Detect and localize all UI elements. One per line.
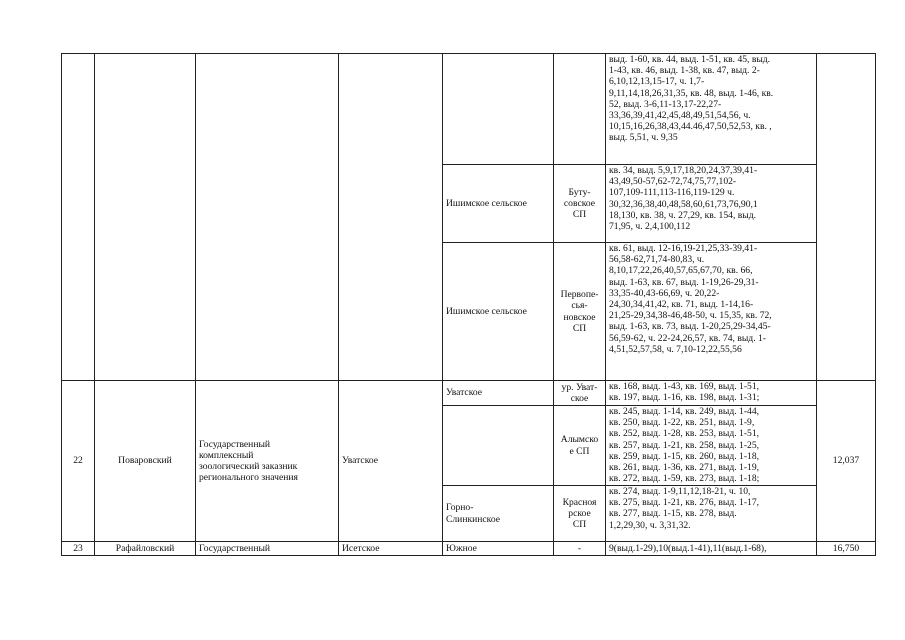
cell-district: - bbox=[554, 542, 606, 556]
cell-category: Государственный bbox=[196, 542, 339, 556]
cell-district: Первопе- сья- новское СП bbox=[554, 243, 606, 381]
cell-description: кв. 274, выд. 1-9,11,12,18-21, ч. 10, кв. 275, выд. 1-21, кв. 276, выд. 1-17, кв. 277, выд. 1-15, кв. 278, выд. 1,2,29,30, ч. 3,31,32. bbox=[606, 486, 817, 542]
cell-description: кв. 34, выд. 5,9,17,18,20,24,37,39,41- 43,49,50-57,62-72,74,75,77,102- 107,109-111,113-116,119-129 ч. 30,32,36,38,40,48,58,60,61,73,76,90,1 18,130, кв. 38, ч. 27,29, кв. 154, выд. 71,95, ч. 2,4,100,112 bbox=[606, 165, 817, 243]
cell-number bbox=[62, 54, 95, 381]
cell-area: 12,037 bbox=[817, 381, 876, 542]
cell-district: Буту- совское СП bbox=[554, 165, 606, 243]
cell-area bbox=[817, 54, 876, 381]
cell-name: Рафайловский bbox=[95, 542, 196, 556]
cell-description: выд. 1-60, кв. 44, выд. 1-51, кв. 45, выд. 1-43, кв. 46, выд. 1-38, кв. 47, выд. 2- 6,10,12,13,15-17, ч. 1,7- 9,11,14,18,26,31,35, кв. 48, выд. 1-46, кв. 52, выд. 3-6,11-13,17-22,27- 33,36,39,41,42,45,48,49,51,54,56, ч. 10,15,16,26,38,43,44.46,47,50,52,53, кв. , выд. 5,51, ч. 9,35 bbox=[606, 54, 817, 165]
cell-municipality: Исетское bbox=[339, 542, 443, 556]
cell-district: ур. Уват- ское bbox=[554, 381, 606, 406]
cell-forestry: Ишимское сельское bbox=[443, 165, 554, 243]
cell-category bbox=[196, 54, 339, 381]
cell-forestry bbox=[443, 54, 554, 165]
cell-district: Алымско е СП bbox=[554, 406, 606, 486]
cell-forestry: Южное bbox=[443, 542, 554, 556]
cell-forestry: Горно- Слинкинское bbox=[443, 486, 554, 542]
cell-name bbox=[95, 54, 196, 381]
cell-forestry bbox=[443, 406, 554, 486]
table-row bbox=[62, 381, 876, 406]
protected-areas-table bbox=[61, 53, 876, 556]
cell-description: кв. 61, выд. 12-16,19-21,25,33-39,41- 56,58-62,71,74-80,83, ч. 8,10,17,22,26,40,57,65,67,70, кв. 66, выд. 1-63, кв. 67, выд. 1-19,26-29,31- 33,35-40,43-66,69, ч. 20,22- 24,30,34,41,42, кв. 71, выд. 1-14,16- 21,25-29,34,38-46,48-50, ч. 15,35, кв. 72, выд. 1-63, кв. 73, выд. 1-20,25,29-34,45- 56,59-62, ч. 22-24,26,57, кв. 74, выд. 1- 4,51,52,57,58, ч. 7,10-12,22,55,56 bbox=[606, 243, 817, 381]
cell-area: 16,750 bbox=[817, 542, 876, 556]
cell-municipality bbox=[339, 54, 443, 381]
cell-description: кв. 168, выд. 1-43, кв. 169, выд. 1-51, кв. 197, выд. 1-16, кв. 198, выд. 1-31; bbox=[606, 381, 817, 406]
cell-description: кв. 245, выд. 1-14, кв. 249, выд. 1-44, кв. 250, выд. 1-22, кв. 251, выд. 1-9, кв. 252, выд. 1-28, кв. 253, выд. 1-51, кв. 257, выд. 1-21, кв. 258, выд. 1-25, кв. 259, выд. 1-15, кв. 260, выд. 1-18, кв. 261, выд. 1-36, кв. 271, выд. 1-19, кв. 272, выд. 1-59, кв. 273, выд. 1-18; bbox=[606, 406, 817, 486]
cell-number: 23 bbox=[62, 542, 95, 556]
cell-category: Государственный комплексный зоологический заказник регионального значения bbox=[196, 381, 339, 542]
cell-district: Красноя рское СП bbox=[554, 486, 606, 542]
cell-district bbox=[554, 54, 606, 165]
cell-forestry: Ишимское сельское bbox=[443, 243, 554, 381]
cell-forestry: Уватское bbox=[443, 381, 554, 406]
cell-name: Поваровский bbox=[95, 381, 196, 542]
cell-description: 9(выд.1-29),10(выд.1-41),11(выд.1-68), bbox=[606, 542, 817, 556]
cell-municipality: Уватское bbox=[339, 381, 443, 542]
table-row bbox=[62, 542, 876, 556]
cell-number: 22 bbox=[62, 381, 95, 542]
table-row bbox=[62, 54, 876, 165]
